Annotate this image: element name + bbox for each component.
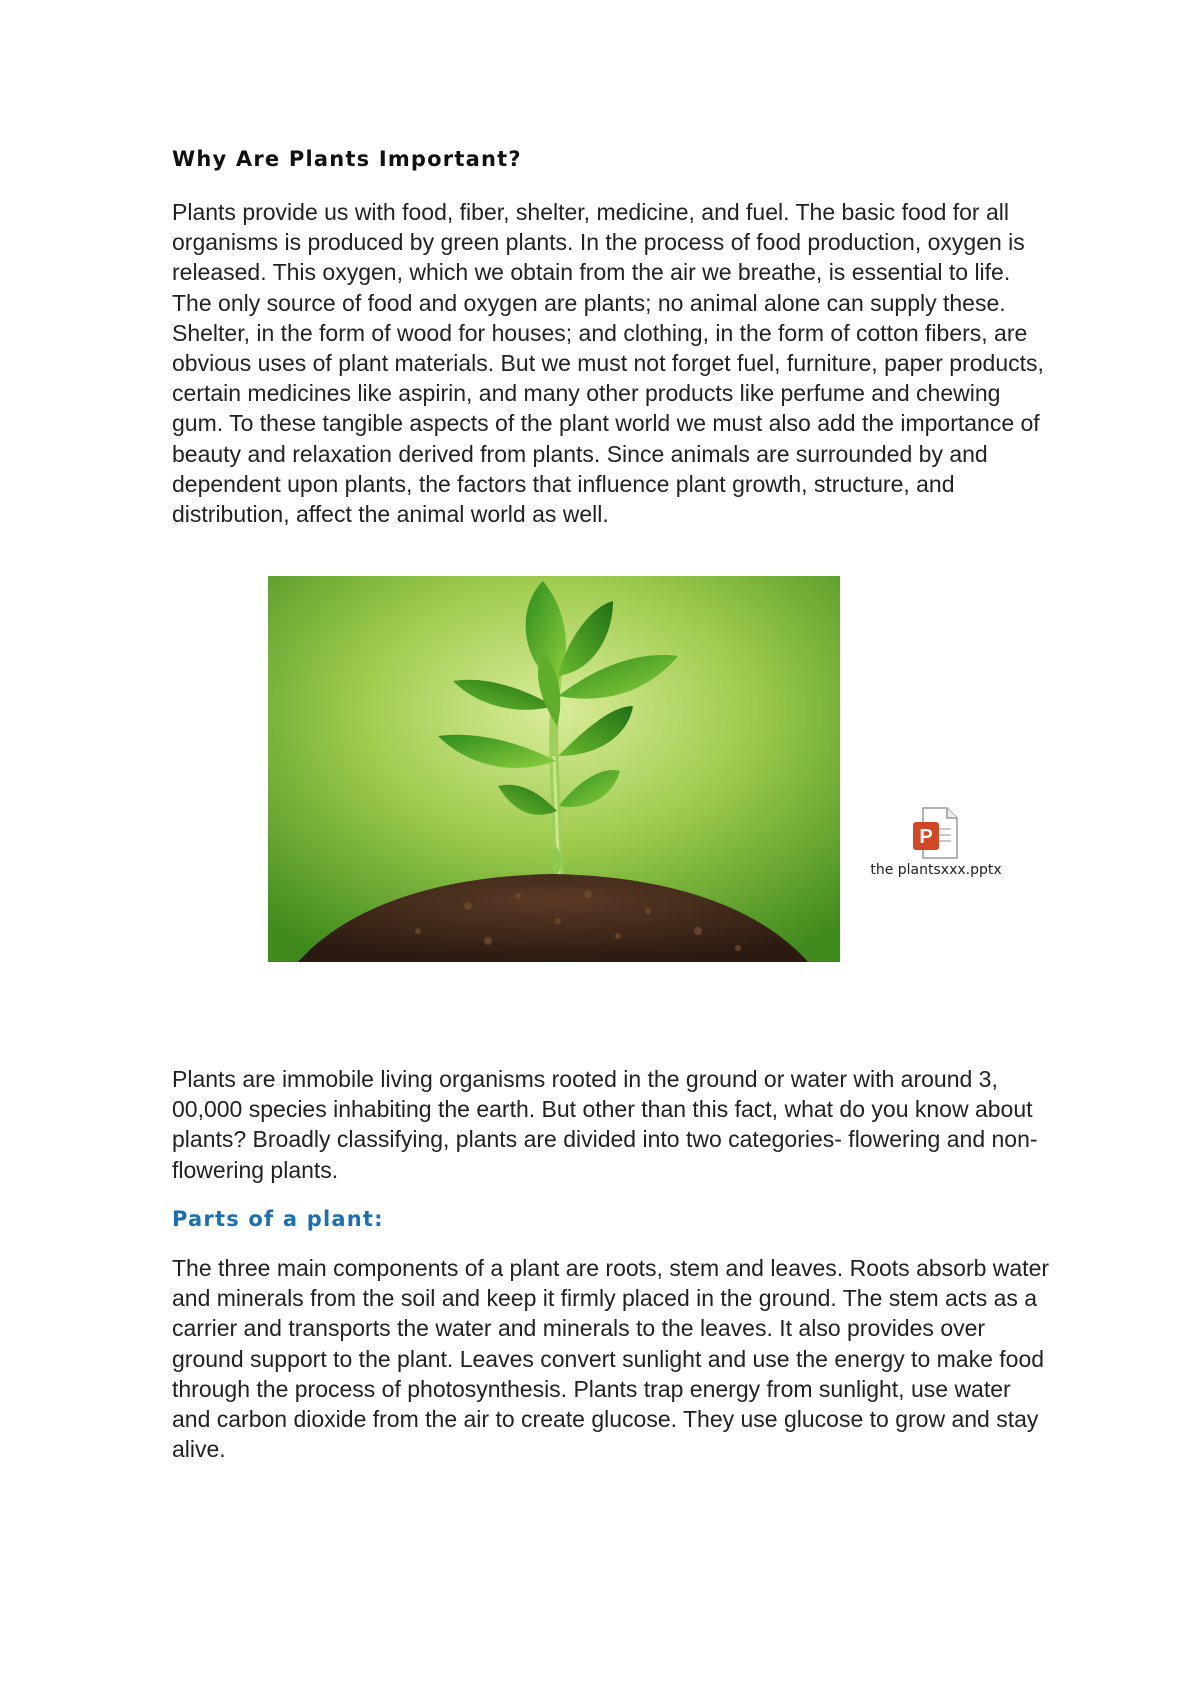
intro-paragraph: Plants provide us with food, fiber, shelter, medicine, and fuel. The basic food for all organisms is produced by green plants. In the process of food production, oxygen is released. This oxygen, which we obtain from the air we breathe, is essential to life. The only source of food and oxygen are plants; no animal alone can supply these. Shelter, in the form of wood for houses; and clothing, in the form of cotton fibers, are obvious uses of plant materials. But we must not forget fuel, furniture, paper products, certain medicines like aspirin, and many other products like perfume and chewing gum. To these tangible aspects of the plant world we must also add the importance of beauty and relaxation derived from plants. Since animals are surrounded by and dependent upon plants, the factors that influence plant growth, structure, and distribution, affect the animal world as well. bbox=[172, 199, 1044, 528]
section-heading: Parts of a plant: bbox=[172, 1207, 384, 1231]
powerpoint-file-icon bbox=[911, 806, 961, 860]
page-title: Why Are Plants Important? bbox=[172, 147, 522, 171]
pptx-attachment[interactable] bbox=[856, 806, 1016, 886]
plant-parts-paragraph: The three main components of a plant are roots, stem and leaves. Roots absorb water and minerals from the soil and keep it firmly placed in the ground. The stem acts as a carrier and transports the water and minerals to the leaves. It also provides over ground support to the plant. Leaves convert sunlight and use the energy to make food through the process of photosynthesis. Plants trap energy from sunlight, use water and carbon dioxide from the air to create glucose. They use glucose to grow and stay alive. bbox=[172, 1255, 1050, 1463]
plants-overview-paragraph: Plants are immobile living organisms rooted in the ground or water with around 3, 00,000 species inhabiting the earth. But other than this fact, what do you know about plants? Broadly classifying, plants are divided into two categories- flowering and non-flowering plants. bbox=[172, 1066, 1038, 1183]
plant-seedling-image bbox=[268, 576, 840, 962]
attachment-filename: the plantsxxx.pptx bbox=[870, 862, 1002, 878]
svg-text:P: P bbox=[919, 826, 933, 848]
